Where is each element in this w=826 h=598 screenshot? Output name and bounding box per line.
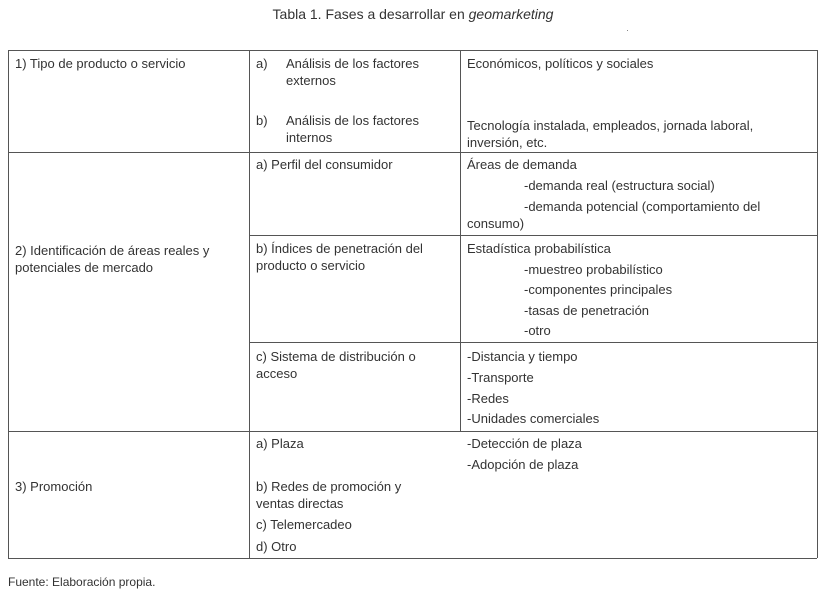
row-divider-2b bbox=[249, 342, 817, 343]
table-bottom-border bbox=[8, 558, 817, 559]
column-divider-2 bbox=[460, 50, 461, 431]
distancia-item: -Distancia y tiempo bbox=[467, 349, 578, 364]
estadistica-heading: Estadística probabilística bbox=[467, 241, 611, 256]
componentes-item: -componentes principales bbox=[524, 282, 673, 297]
phase-2-label-line2: potenciales de mercado bbox=[15, 260, 154, 275]
sub-a-label-line2: externos bbox=[286, 73, 336, 88]
table-left-border bbox=[8, 50, 9, 558]
sub-b-label-line1: Análisis de los factores bbox=[286, 113, 419, 128]
plaza-label: a) Plaza bbox=[256, 436, 304, 451]
transporte-item: -Transporte bbox=[467, 370, 534, 385]
table-right-border bbox=[817, 50, 818, 558]
row-divider-1 bbox=[8, 152, 817, 153]
indices-penetracion-label-line1: b) Índices de penetración del bbox=[256, 241, 423, 256]
otro-label: d) Otro bbox=[256, 539, 297, 554]
table-caption bbox=[0, 6, 826, 22]
row-divider-3 bbox=[8, 431, 817, 432]
sub-b-marker: b) bbox=[256, 113, 268, 128]
redes-promocion-label-line1: b) Redes de promoción y bbox=[256, 479, 402, 494]
phase-3-label: 3) Promoción bbox=[15, 479, 93, 494]
table-top-border bbox=[8, 50, 817, 51]
unidades-item: -Unidades comerciales bbox=[467, 411, 600, 426]
source-note bbox=[8, 575, 155, 589]
indices-penetracion-label-line2: producto o servicio bbox=[256, 258, 366, 273]
row-divider-2a bbox=[249, 235, 817, 236]
source-prefix: Fuente: bbox=[8, 575, 53, 589]
sistema-distribucion-label-line2: acceso bbox=[256, 366, 298, 381]
sub-b-detail-line1: Tecnología instalada, empleados, jornada laboral, bbox=[467, 118, 754, 133]
scan-speck bbox=[627, 30, 628, 31]
sub-a-label-line1: Análisis de los factores bbox=[286, 56, 419, 71]
sub-a-detail: Económicos, políticos y sociales bbox=[467, 56, 654, 71]
tasas-item: -tasas de penetración bbox=[524, 303, 650, 318]
perfil-consumidor-label: a) Perfil del consumidor bbox=[256, 157, 393, 172]
redes-item: -Redes bbox=[467, 391, 509, 406]
phase-2-label-line1: 2) Identificación de áreas reales y bbox=[15, 243, 210, 258]
redes-promocion-label-line2: ventas directas bbox=[256, 496, 344, 511]
telemercadeo-label: c) Telemercadeo bbox=[256, 517, 352, 532]
muestreo-item: -muestreo probabilístico bbox=[524, 262, 663, 277]
otro-item: -otro bbox=[524, 323, 551, 338]
demanda-potencial-item: -demanda potencial (comportamiento del bbox=[524, 199, 761, 214]
demanda-potencial-cont: consumo) bbox=[467, 216, 525, 231]
deteccion-item: -Detección de plaza bbox=[467, 436, 582, 451]
sub-b-label-line2: internos bbox=[286, 130, 333, 145]
sub-b-detail-line2: inversión, etc. bbox=[467, 135, 548, 150]
source-text: Elaboración propia. bbox=[52, 575, 156, 589]
caption-emphasis: geomarketing bbox=[468, 6, 554, 22]
sistema-distribucion-label-line1: c) Sistema de distribución o bbox=[256, 349, 416, 364]
adopcion-item: -Adopción de plaza bbox=[467, 457, 579, 472]
demanda-real-item: -demanda real (estructura social) bbox=[524, 178, 715, 193]
areas-demanda-heading: Áreas de demanda bbox=[467, 157, 577, 172]
caption-prefix: Tabla 1. Fases a desarrollar en bbox=[272, 6, 469, 22]
sub-a-marker: a) bbox=[256, 56, 268, 71]
phase-1-label: 1) Tipo de producto o servicio bbox=[15, 56, 186, 71]
column-divider-1 bbox=[249, 50, 250, 558]
